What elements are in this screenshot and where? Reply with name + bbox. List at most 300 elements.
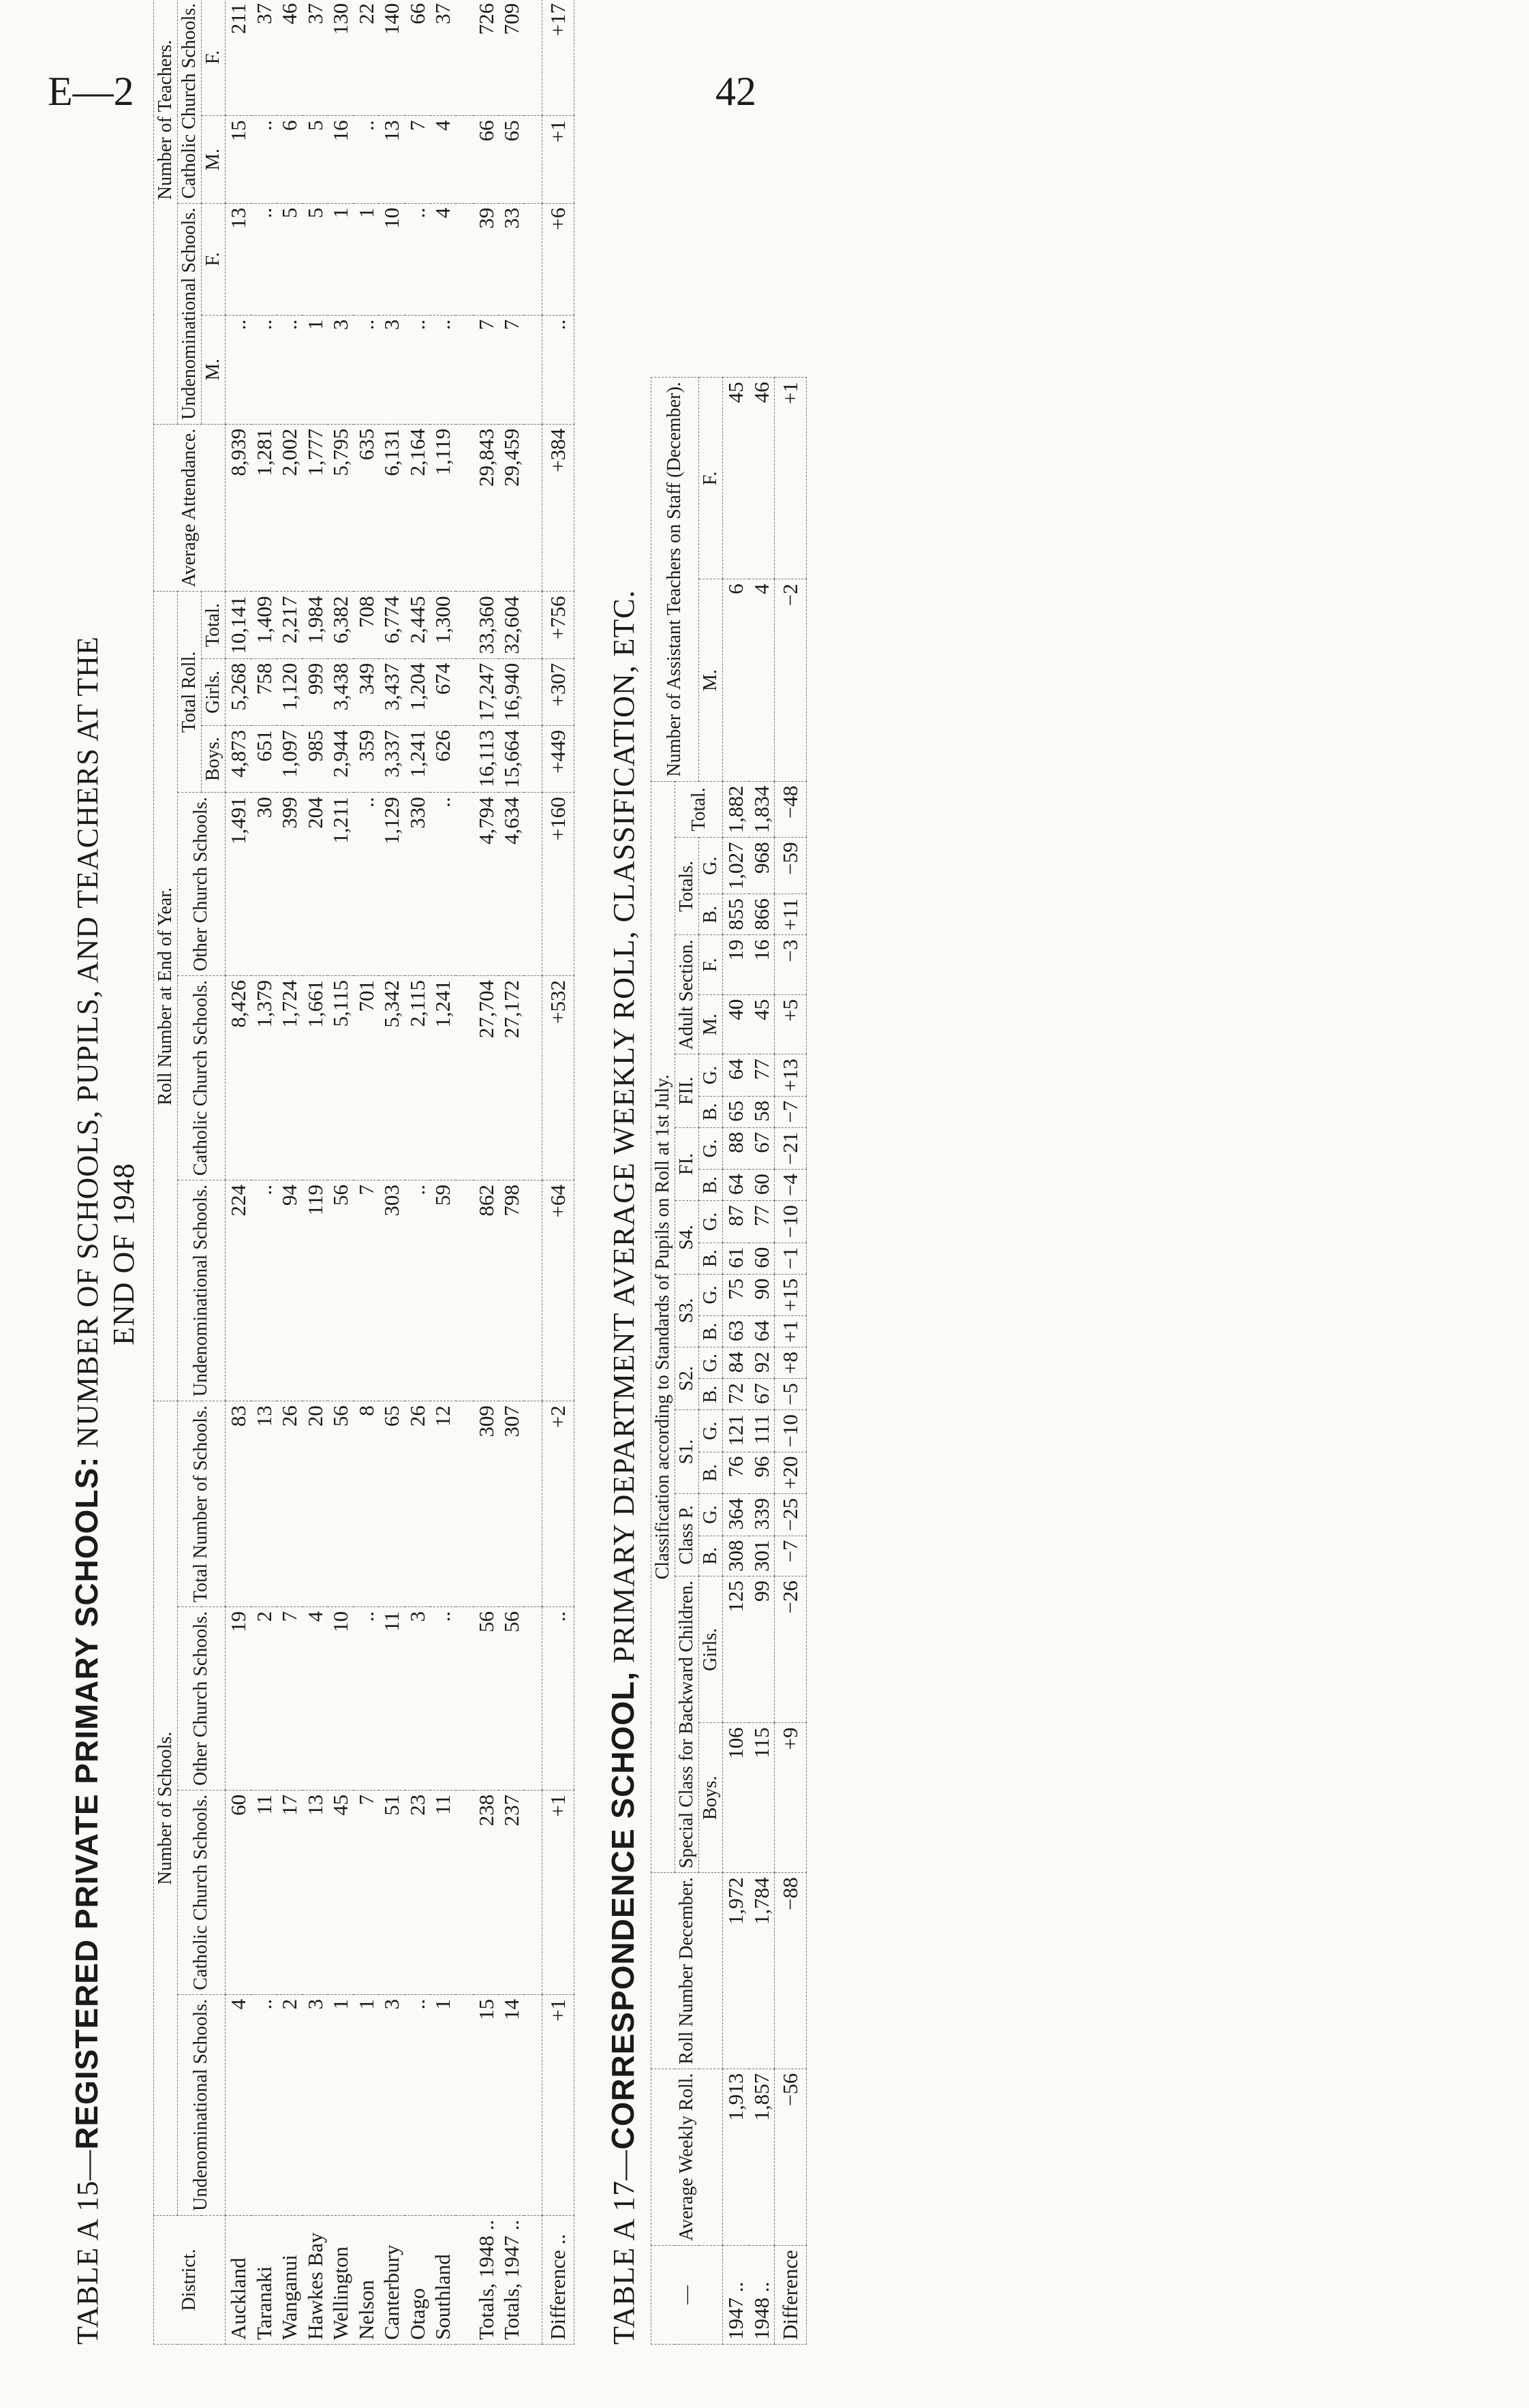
spacer-cell — [456, 1790, 474, 1994]
table-cell: 1 — [354, 203, 379, 315]
table-cell: 64 — [723, 1170, 749, 1201]
col-roll-end: Roll Number at End of Year. — [153, 592, 177, 1401]
table-cell: 674 — [430, 658, 455, 725]
col-boys: Boys. — [202, 725, 226, 792]
table-cell: 1,129 — [379, 793, 404, 976]
row-label: 1948 .. — [749, 2246, 775, 2345]
table-cell: 65 — [379, 1401, 404, 1607]
col-b: B. — [699, 1379, 723, 1410]
col-total: Total. — [202, 592, 226, 658]
table-cell: 1,027 — [723, 838, 749, 894]
table-cell: 27,704 — [474, 976, 499, 1180]
table-row — [303, 0, 328, 2345]
col-f: F. — [699, 935, 723, 994]
table-cell: 58 — [749, 1096, 775, 1127]
table-cell: 651 — [251, 725, 277, 792]
table-cell: 5,268 — [226, 658, 251, 725]
table-cell: 56 — [328, 1180, 353, 1401]
table-row — [251, 0, 277, 2345]
table-cell: 1,241 — [405, 725, 430, 792]
table-cell: 6,774 — [379, 592, 404, 658]
table-cell: 64 — [723, 1054, 749, 1096]
title-line2: END OF 1948 — [106, 1163, 140, 1345]
row-label: Totals, 1948 .. — [474, 2215, 499, 2344]
spacer-cell — [456, 592, 474, 658]
table-a17-grid — [651, 377, 807, 2345]
spacer-cell — [524, 116, 542, 203]
table-cell: 15 — [474, 1994, 499, 2215]
table-cell: +64 — [542, 1180, 574, 1401]
spacer-cell — [456, 0, 474, 116]
col-total: Total. — [675, 781, 722, 838]
col-s2: S2. — [675, 1347, 698, 1410]
table-cell: 15,664 — [499, 725, 524, 792]
table-cell: 5 — [277, 203, 302, 315]
table-a17-body — [723, 378, 806, 2345]
table-cell: 999 — [303, 658, 328, 725]
table-cell: 76 — [723, 1452, 749, 1493]
table-cell: −4 — [775, 1170, 806, 1201]
spacer-cell — [524, 203, 542, 315]
table-cell: 364 — [723, 1494, 749, 1536]
table-cell: .. — [405, 1180, 430, 1401]
col-fii: FII. — [675, 1054, 698, 1127]
table-row — [354, 0, 379, 2345]
col-b: B. — [699, 1316, 723, 1347]
table-cell: 45 — [328, 1790, 353, 1994]
col-t-catholic: Catholic Church Schools. — [177, 0, 201, 203]
table-cell: 45 — [723, 378, 749, 579]
table-a17-title — [604, 164, 643, 2345]
table-cell: 3,337 — [379, 725, 404, 792]
table-cell: 115 — [749, 1723, 775, 1873]
col-special: Special Class for Backward Children. — [675, 1576, 698, 1873]
table-cell: 709 — [499, 0, 524, 116]
table-cell: 399 — [277, 793, 302, 976]
table-cell: 7 — [499, 315, 524, 424]
table-cell: 10,141 — [226, 592, 251, 658]
table-cell: 17,247 — [474, 658, 499, 725]
table-cell: +1 — [542, 1790, 574, 1994]
table-cell: 1,281 — [251, 424, 277, 592]
col-g: G. — [699, 1494, 723, 1536]
table-cell: 90 — [749, 1274, 775, 1315]
table-row — [542, 0, 574, 2345]
table-cell: 26 — [405, 1401, 430, 1607]
table-cell: 72 — [723, 1379, 749, 1410]
spacer-cell — [524, 1607, 542, 1790]
table-cell: 59 — [430, 1180, 455, 1401]
table-cell: 1,097 — [277, 725, 302, 792]
table-cell: −88 — [775, 1873, 806, 2069]
table-cell: 111 — [749, 1410, 775, 1452]
table-cell: 96 — [749, 1452, 775, 1493]
spacer-cell — [456, 315, 474, 424]
col-class-p: Class P. — [675, 1494, 698, 1576]
table-row — [749, 378, 775, 2345]
table-cell: −56 — [775, 2069, 806, 2245]
table-cell: 51 — [379, 1790, 404, 1994]
table-cell: .. — [354, 315, 379, 424]
col-roll-other: Other Church Schools. — [177, 793, 225, 976]
table-cell: 67 — [749, 1127, 775, 1169]
col-g: G. — [699, 1274, 723, 1315]
col-year: — — [651, 2246, 723, 2345]
row-label: Wanganui — [277, 2215, 302, 2344]
table-cell: −25 — [775, 1494, 806, 1536]
col-s3: S3. — [675, 1274, 698, 1347]
col-b: B. — [699, 1452, 723, 1493]
table-cell: 309 — [474, 1401, 499, 1607]
table-cell: .. — [226, 315, 251, 424]
table-cell: +20 — [775, 1452, 806, 1493]
table-cell: 3,438 — [328, 658, 353, 725]
table-cell: 758 — [251, 658, 277, 725]
row-label: Nelson — [354, 2215, 379, 2344]
col-num-teachers: Number of Teachers. — [153, 0, 177, 424]
table-cell: .. — [251, 1180, 277, 1401]
table-cell: 8,939 — [226, 424, 251, 592]
col-other: Other Church Schools. — [177, 1607, 225, 1790]
table-cell: 27,172 — [499, 976, 524, 1180]
table-cell: 2 — [251, 1607, 277, 1790]
table-cell: 3 — [405, 1607, 430, 1790]
col-g: G. — [699, 1201, 723, 1243]
table-row — [430, 0, 455, 2345]
table-cell: .. — [542, 1607, 574, 1790]
title-bold: REGISTERED PRIVATE PRIMARY SCHOOLS: — [69, 1456, 104, 2150]
col-t-undenom: Undenominational Schools. — [177, 203, 201, 424]
table-cell: −7 — [775, 1536, 806, 1576]
table-cell: 1,241 — [430, 976, 455, 1180]
table-cell: 224 — [226, 1180, 251, 1401]
table-cell: 1 — [328, 1994, 353, 2215]
table-cell: 1,211 — [328, 793, 353, 976]
col-girls: Girls. — [699, 1576, 723, 1723]
table-cell: 66 — [474, 116, 499, 203]
table-cell: 3 — [379, 1994, 404, 2215]
spacer-cell — [456, 203, 474, 315]
table-cell: 46 — [277, 0, 302, 116]
table-cell: 56 — [499, 1607, 524, 1790]
table-cell: −10 — [775, 1410, 806, 1452]
spacer-cell — [456, 116, 474, 203]
table-cell: 1,119 — [430, 424, 455, 592]
table-cell: 1,724 — [277, 976, 302, 1180]
table-cell: 46 — [749, 378, 775, 579]
spacer-cell — [524, 1994, 542, 2215]
table-cell: 10 — [379, 203, 404, 315]
table-cell: 67 — [749, 1379, 775, 1410]
table-cell: .. — [354, 116, 379, 203]
table-cell: 56 — [328, 1401, 353, 1607]
table-cell: 2 — [277, 1994, 302, 2215]
table-cell: +5 — [775, 994, 806, 1054]
table-cell: 7 — [354, 1790, 379, 1994]
col-b: B. — [699, 1243, 723, 1274]
table-cell: 87 — [723, 1201, 749, 1243]
col-boys: Boys. — [699, 1723, 723, 1873]
table-cell: 1,409 — [251, 592, 277, 658]
col-f: F. — [699, 378, 723, 579]
table-cell: −21 — [775, 1127, 806, 1169]
table-cell: 6,382 — [328, 592, 353, 658]
table-cell: 1,661 — [303, 976, 328, 1180]
col-roll-catholic: Catholic Church Schools. — [177, 976, 225, 1180]
table-cell: 1 — [354, 1994, 379, 2215]
table-cell: 1 — [328, 203, 353, 315]
table-cell: 106 — [723, 1723, 749, 1873]
table-cell: .. — [251, 315, 277, 424]
table-cell: 3,437 — [379, 658, 404, 725]
table-cell: 121 — [723, 1410, 749, 1452]
table-cell: 65 — [723, 1096, 749, 1127]
col-totals: Totals. — [675, 838, 698, 935]
table-cell: 39 — [474, 203, 499, 315]
spacer-cell — [524, 658, 542, 725]
table-cell: 33,360 — [474, 592, 499, 658]
row-label: Difference — [775, 2246, 806, 2345]
table-cell: +307 — [542, 658, 574, 725]
table-cell: 66 — [405, 0, 430, 116]
table-cell: 4,873 — [226, 725, 251, 792]
spacer-cell — [524, 424, 542, 592]
table-cell: 65 — [499, 116, 524, 203]
table-cell: 13 — [303, 1790, 328, 1994]
table-cell: +6 — [542, 203, 574, 315]
table-cell: 77 — [749, 1054, 775, 1096]
table-row — [474, 0, 499, 2345]
col-avg-att: Average Attendance. — [153, 424, 226, 592]
table-cell: 99 — [749, 1576, 775, 1723]
row-label: Otago — [405, 2215, 430, 2344]
col-g: G. — [699, 1410, 723, 1452]
table-cell: 45 — [749, 994, 775, 1054]
table-cell: 1,204 — [405, 658, 430, 725]
table-cell: 16,113 — [474, 725, 499, 792]
table-cell: 37 — [303, 0, 328, 116]
table-row — [499, 0, 524, 2345]
spacer-cell — [524, 315, 542, 424]
title-rest: PRIMARY DEPARTMENT AVERAGE WEEKLY ROLL, CLASSIFICATION, ETC. — [606, 590, 640, 1663]
col-assistant: Number of Assistant Teachers on Staff (December). — [651, 378, 698, 781]
table-cell: 16 — [328, 116, 353, 203]
table-cell: 1,913 — [723, 2069, 749, 2245]
table-cell: 63 — [723, 1316, 749, 1347]
table-cell: 8 — [354, 1401, 379, 1607]
table-cell: 211 — [226, 0, 251, 116]
table-cell: 130 — [328, 0, 353, 116]
table-cell: 13 — [226, 203, 251, 315]
table-cell: 56 — [474, 1607, 499, 1790]
table-cell: +15 — [775, 1274, 806, 1315]
table-cell: 30 — [251, 793, 277, 976]
table-cell: 1 — [430, 1994, 455, 2215]
table-cell: +1 — [542, 116, 574, 203]
table-cell: +384 — [542, 424, 574, 592]
spacer-cell — [524, 2215, 542, 2344]
table-row — [277, 0, 302, 2345]
title-rest: NUMBER OF SCHOOLS, PUPILS, AND TEACHERS AT THE — [71, 636, 104, 1448]
table-cell: 32,604 — [499, 592, 524, 658]
title-bold: CORRESPONDENCE SCHOOL, — [604, 1671, 640, 2150]
spacer-cell — [456, 658, 474, 725]
table-cell: −59 — [775, 838, 806, 894]
table-cell: −1 — [775, 1243, 806, 1274]
table-cell: 29,843 — [474, 424, 499, 592]
table-cell: 5 — [303, 203, 328, 315]
table-cell: 88 — [723, 1127, 749, 1169]
table-cell: +1 — [542, 1994, 574, 2215]
spacer-cell — [456, 976, 474, 1180]
spacer-cell — [456, 1180, 474, 1401]
table-cell: 77 — [749, 1201, 775, 1243]
table-cell: 16,940 — [499, 658, 524, 725]
col-total-num: Total Number of Schools. — [177, 1401, 225, 1607]
table-cell: 1,491 — [226, 793, 251, 976]
row-label: Difference .. — [542, 2215, 574, 2344]
col-f: F. — [202, 0, 226, 116]
col-f: F. — [202, 203, 226, 315]
col-b: B. — [699, 1536, 723, 1576]
table-cell: +17 — [542, 0, 574, 116]
spacer-cell — [524, 1790, 542, 1994]
table-cell: .. — [277, 315, 302, 424]
table-cell: 37 — [430, 0, 455, 116]
col-total-roll: Total Roll. — [177, 592, 201, 793]
table-cell: 10 — [328, 1607, 353, 1790]
table-cell: +449 — [542, 725, 574, 792]
table-cell: 37 — [251, 0, 277, 116]
table-cell: 33 — [499, 203, 524, 315]
table-cell: 3 — [379, 315, 404, 424]
table-cell: .. — [430, 315, 455, 424]
table-cell: .. — [405, 315, 430, 424]
col-adult: Adult Section. — [675, 935, 698, 1054]
table-cell: 22 — [354, 0, 379, 116]
spacer-cell — [456, 1401, 474, 1607]
table-cell: .. — [542, 315, 574, 424]
table-cell: 626 — [430, 725, 455, 792]
table-cell: 4,634 — [499, 793, 524, 976]
row-label: Totals, 1947 .. — [499, 2215, 524, 2344]
table-cell: 20 — [303, 1401, 328, 1607]
table-cell: 862 — [474, 1180, 499, 1401]
table-cell: −7 — [775, 1096, 806, 1127]
table-cell: +160 — [542, 793, 574, 976]
table-cell: 2,164 — [405, 424, 430, 592]
table-cell: +8 — [775, 1347, 806, 1379]
table-cell: 60 — [749, 1170, 775, 1201]
spacer-cell — [524, 592, 542, 658]
col-roll-undenom: Undenominational Schools. — [177, 1180, 225, 1401]
table-cell: 1,984 — [303, 592, 328, 658]
table-row — [723, 378, 749, 2345]
table-cell: 11 — [251, 1790, 277, 1994]
table-cell: 83 — [226, 1401, 251, 1607]
table-cell: 61 — [723, 1243, 749, 1274]
table-cell: 1,882 — [723, 781, 749, 838]
table-cell: .. — [405, 203, 430, 315]
table-cell: 5,342 — [379, 976, 404, 1180]
table-cell: 2,115 — [405, 976, 430, 1180]
table-cell: 15 — [226, 116, 251, 203]
table-cell: 7 — [405, 116, 430, 203]
table-a15-grid — [153, 0, 574, 2345]
table-cell: 29,459 — [499, 424, 524, 592]
table-cell: 1,379 — [251, 976, 277, 1180]
table-a15-title — [68, 164, 142, 2345]
table-row — [226, 0, 251, 2345]
col-b: B. — [699, 894, 723, 935]
table-cell: 4 — [749, 579, 775, 781]
col-g: G. — [699, 1054, 723, 1096]
table-cell: 7 — [354, 1180, 379, 1401]
table-cell: 7 — [277, 1607, 302, 1790]
table-cell: 1,784 — [749, 1873, 775, 2069]
table-cell: 60 — [749, 1243, 775, 1274]
table-cell: 1,857 — [749, 2069, 775, 2245]
title-prefix: TABLE A 17— — [606, 2149, 640, 2345]
table-cell: 11 — [430, 1790, 455, 1994]
table-cell: 4 — [430, 203, 455, 315]
table-row — [328, 0, 353, 2345]
spacer-cell — [524, 725, 542, 792]
table-cell: 12 — [430, 1401, 455, 1607]
table-cell: +11 — [775, 894, 806, 935]
table-cell: −48 — [775, 781, 806, 838]
row-label: Canterbury — [379, 2215, 404, 2344]
col-m: M. — [699, 579, 723, 781]
table-cell: 238 — [474, 1790, 499, 1994]
table-cell: 985 — [303, 725, 328, 792]
table-cell: 19 — [723, 935, 749, 994]
table-row — [379, 0, 404, 2345]
table-cell: +756 — [542, 592, 574, 658]
table-cell: 1,777 — [303, 424, 328, 592]
table-cell: 92 — [749, 1347, 775, 1379]
spacer-cell — [524, 1180, 542, 1401]
table-cell: 330 — [405, 793, 430, 976]
table-cell: .. — [354, 1607, 379, 1790]
table-cell: 4 — [303, 1607, 328, 1790]
spacer-cell — [456, 725, 474, 792]
col-g: G. — [699, 1127, 723, 1169]
col-fi: FI. — [675, 1127, 698, 1200]
table-cell: 866 — [749, 894, 775, 935]
table-cell: 2,002 — [277, 424, 302, 592]
table-cell: 2,217 — [277, 592, 302, 658]
col-b: B. — [699, 1170, 723, 1201]
table-cell: 1,120 — [277, 658, 302, 725]
table-cell: 308 — [723, 1536, 749, 1576]
table-row — [775, 378, 806, 2345]
spacer-cell — [456, 1607, 474, 1790]
table-cell: 94 — [277, 1180, 302, 1401]
table-cell: 75 — [723, 1274, 749, 1315]
spacer-row — [456, 0, 474, 2345]
table-cell: 8,426 — [226, 976, 251, 1180]
table-cell: 64 — [749, 1316, 775, 1347]
table-cell: 359 — [354, 725, 379, 792]
table-cell: 3 — [303, 1994, 328, 2215]
col-num-schools: Number of Schools. — [153, 1401, 177, 2216]
spacer-cell — [524, 793, 542, 976]
table-cell: 17 — [277, 1790, 302, 1994]
table-cell: 19 — [226, 1607, 251, 1790]
spacer-cell — [456, 2215, 474, 2344]
table-cell: 701 — [354, 976, 379, 1180]
